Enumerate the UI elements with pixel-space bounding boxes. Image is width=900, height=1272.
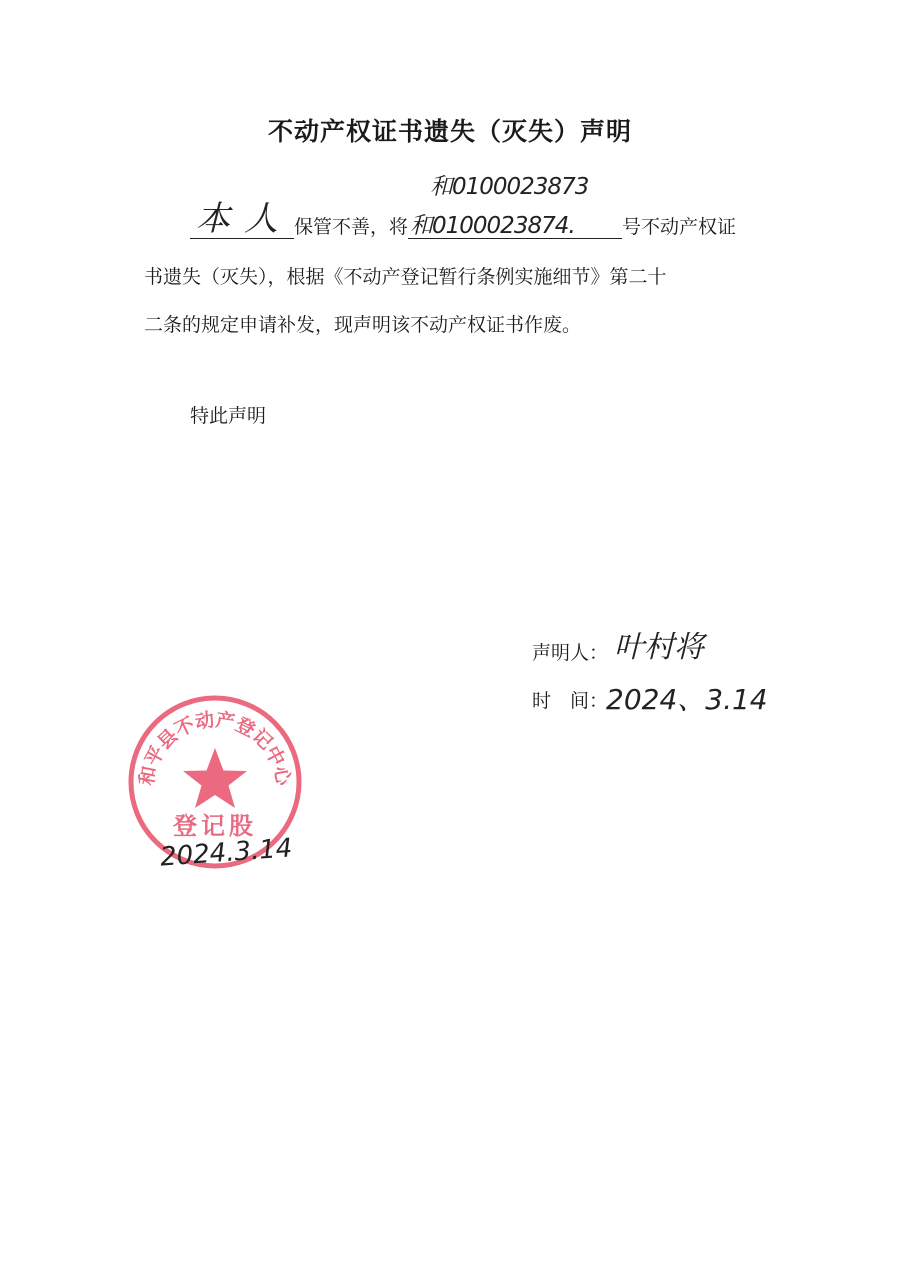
handwritten-date: 2024、3.14 [606,683,768,716]
handwritten-name: 本人 [196,199,292,239]
seal-center-text: 登记股 [173,811,257,840]
time-label: 时 间： [532,690,609,712]
body-text-1: 保管不善，将 [294,216,409,238]
body-line-1 [190,199,737,239]
closing-text: 特此声明 [190,405,267,427]
seal-arc-text: 和平县不动产登记中心 [135,708,295,788]
handwritten-number: 和0100023874. [410,213,575,239]
handwritten-signature: 叶村将 [614,630,704,665]
document-title: 不动产权证书遗失（灭失）声明 [267,117,632,146]
body-line-3: 二条的规定申请补发，现声明该不动产权证书作废。 [144,314,582,336]
seal-handwritten-date: 2024.3.14 [159,833,294,873]
body-text-2: 号不动产权证 [622,216,737,238]
body-line-2: 书遗失（灭失），根据《不动产登记暂行条例实施细节》第二十 [144,266,667,288]
number-blank [408,212,622,239]
seal-star-icon [183,748,247,808]
signature-label: 声明人： [532,642,609,664]
name-blank [190,199,294,239]
handwritten-number-correction: 和0100023873 [430,174,589,200]
